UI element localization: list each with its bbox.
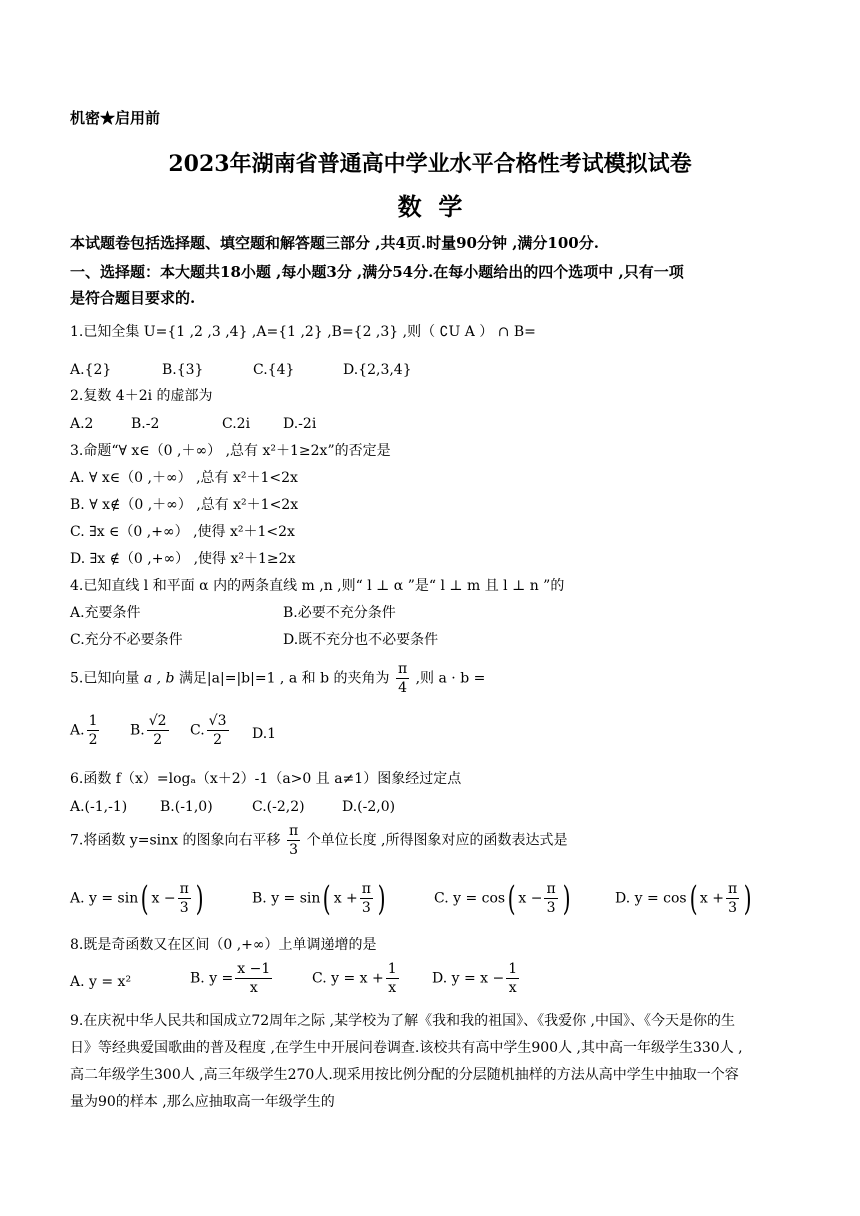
question-3: 3.命题“∀ x∈（0 ,＋∞） ,总有 x²＋1≥2x”的否定是	[70, 443, 391, 459]
q7-option-a[interactable]: A. y = sin( x − $\frac{\pi}{3}$ )	[70, 878, 204, 919]
q8-option-c[interactable]: C. y = x + $\frac{1}{x}$	[312, 961, 397, 996]
q3-option-a[interactable]: A. ∀ x∈（0 ,＋∞） ,总有 x²＋1<2x	[70, 470, 298, 486]
q2-option-b[interactable]: B.-2	[131, 416, 160, 432]
q2-option-a[interactable]: A.2	[70, 416, 94, 432]
q8-option-b[interactable]: B. y = $\frac{x -1}{x}$	[190, 961, 271, 996]
q5-pre: 5.已知向量	[70, 670, 140, 687]
q4-option-b[interactable]: B.必要不充分条件	[283, 605, 396, 621]
question-9-line3: 高二年级学生300人 ,高三年级学生270人.现采用按比例分配的分层随机抽样的方法从高中学生中抽取一个容	[70, 1067, 739, 1083]
exam-title: 2023年湖南省普通高中学业水平合格性考试模拟试卷	[168, 151, 692, 177]
q6-option-a[interactable]: A.(-1,-1)	[70, 799, 128, 815]
q5-angle-fraction: $\frac{\pi}{4}$	[397, 661, 408, 696]
section-heading-line1: 一、选择题：本大题共18小题 ,每小题3分 ,满分54分.在每小题给出的四个选项中 ,只有一项	[70, 263, 684, 281]
q4-option-d[interactable]: D.既不充分也不必要条件	[283, 632, 439, 648]
question-6: 6.函数 f（x）=logₐ（x＋2）-1（a>0 且 a≠1）图象经过定点	[70, 771, 462, 787]
q6-option-c[interactable]: C.(-2,2)	[252, 799, 305, 815]
q7-option-b[interactable]: B. y = sin( x + $\frac{\pi}{3}$ )	[252, 878, 386, 919]
question-9-line4: 量为90的样本 ,那么应抽取高一年级学生的	[70, 1094, 335, 1110]
q3-option-b[interactable]: B. ∀ x∉（0 ,＋∞） ,总有 x²＋1<2x	[70, 497, 299, 513]
q5-mid: 满足|a|=|b|=1 , a 和 b 的夹角为	[178, 670, 390, 687]
question-8: 8.既是奇函数又在区间（0 ,+∞）上单调递增的是	[70, 937, 377, 953]
question-4: 4.已知直线 l 和平面 α 内的两条直线 m ,n ,则“ l ⊥ α ”是“ l ⊥ m 且 l ⊥ n ”的	[70, 578, 565, 594]
q5-option-a[interactable]: A. $\frac{1}{2}$	[70, 713, 98, 748]
q1-option-d[interactable]: D.{2,3,4}	[343, 362, 412, 378]
q7-option-d[interactable]: D. y = cos( x + $\frac{\pi}{3}$ )	[615, 878, 752, 919]
q8-option-a[interactable]: A. y = x²	[70, 974, 132, 990]
q5-option-b[interactable]: B. $\frac{√2}{2}$	[130, 713, 167, 748]
question-1: 1.已知全集 U={1 ,2 ,3 ,4} ,A={1 ,2} ,B={2 ,3} ,则（ ∁U A ） ∩ B=	[70, 324, 536, 340]
question-5: 5.已知向量 a , b 满足|a|=|b|=1 , a 和 b 的夹角为 $\frac{\pi}{4}$ ,则 a · b =	[70, 661, 486, 696]
q2-option-d[interactable]: D.-2i	[283, 416, 317, 432]
subject-title: 数 学	[397, 192, 463, 221]
section-heading-line2: 是符合题目要求的.	[70, 289, 196, 307]
q7-option-c[interactable]: C. y = cos( x − $\frac{\pi}{3}$ )	[434, 878, 571, 919]
q8-option-d[interactable]: D. y = x − $\frac{1}{x}$	[432, 961, 518, 996]
q1-option-c[interactable]: C.{4}	[253, 362, 295, 378]
question-2: 2.复数 4＋2i 的虚部为	[70, 388, 213, 404]
q5-option-c[interactable]: C. $\frac{√3}{2}$	[190, 713, 227, 748]
intro-text: 本试题卷包括选择题、填空题和解答题三部分 ,共4页.时量90分钟 ,满分100分.	[70, 234, 599, 252]
q4-option-c[interactable]: C.充分不必要条件	[70, 632, 183, 648]
question-9-line1: 9.在庆祝中华人民共和国成立72周年之际 ,某学校为了解《我和我的祖国》、《我爱你 ,中国》、《今天是你的生	[70, 1013, 735, 1029]
q5-post: ,则 a · b =	[415, 670, 486, 687]
q3-option-d[interactable]: D. ∃x ∉（0 ,+∞） ,使得 x²＋1≥2x	[70, 551, 296, 567]
q2-option-c[interactable]: C.2i	[222, 416, 251, 432]
secret-label: 机密★启用前	[70, 109, 161, 127]
q5-option-d[interactable]: D.1	[252, 726, 277, 742]
q4-option-a[interactable]: A.充要条件	[70, 605, 141, 621]
q6-option-d[interactable]: D.(-2,0)	[342, 799, 396, 815]
q1-option-a[interactable]: A.{2}	[70, 362, 112, 378]
q6-option-b[interactable]: B.(-1,0)	[160, 799, 213, 815]
q3-option-c[interactable]: C. ∃x ∈（0 ,+∞） ,使得 x²＋1<2x	[70, 524, 295, 540]
question-7: 7.将函数 y=sinx 的图象向右平移 $\frac{\pi}{3}$ 个单位长度 ,所得图象对应的函数表达式是	[70, 823, 568, 858]
question-9-line2: 日》等经典爱国歌曲的普及程度 ,在学生中开展问卷调查.该校共有高中学生900人 ,其中高一年级学生330人 ,	[70, 1040, 743, 1056]
q1-option-b[interactable]: B.{3}	[162, 362, 204, 378]
